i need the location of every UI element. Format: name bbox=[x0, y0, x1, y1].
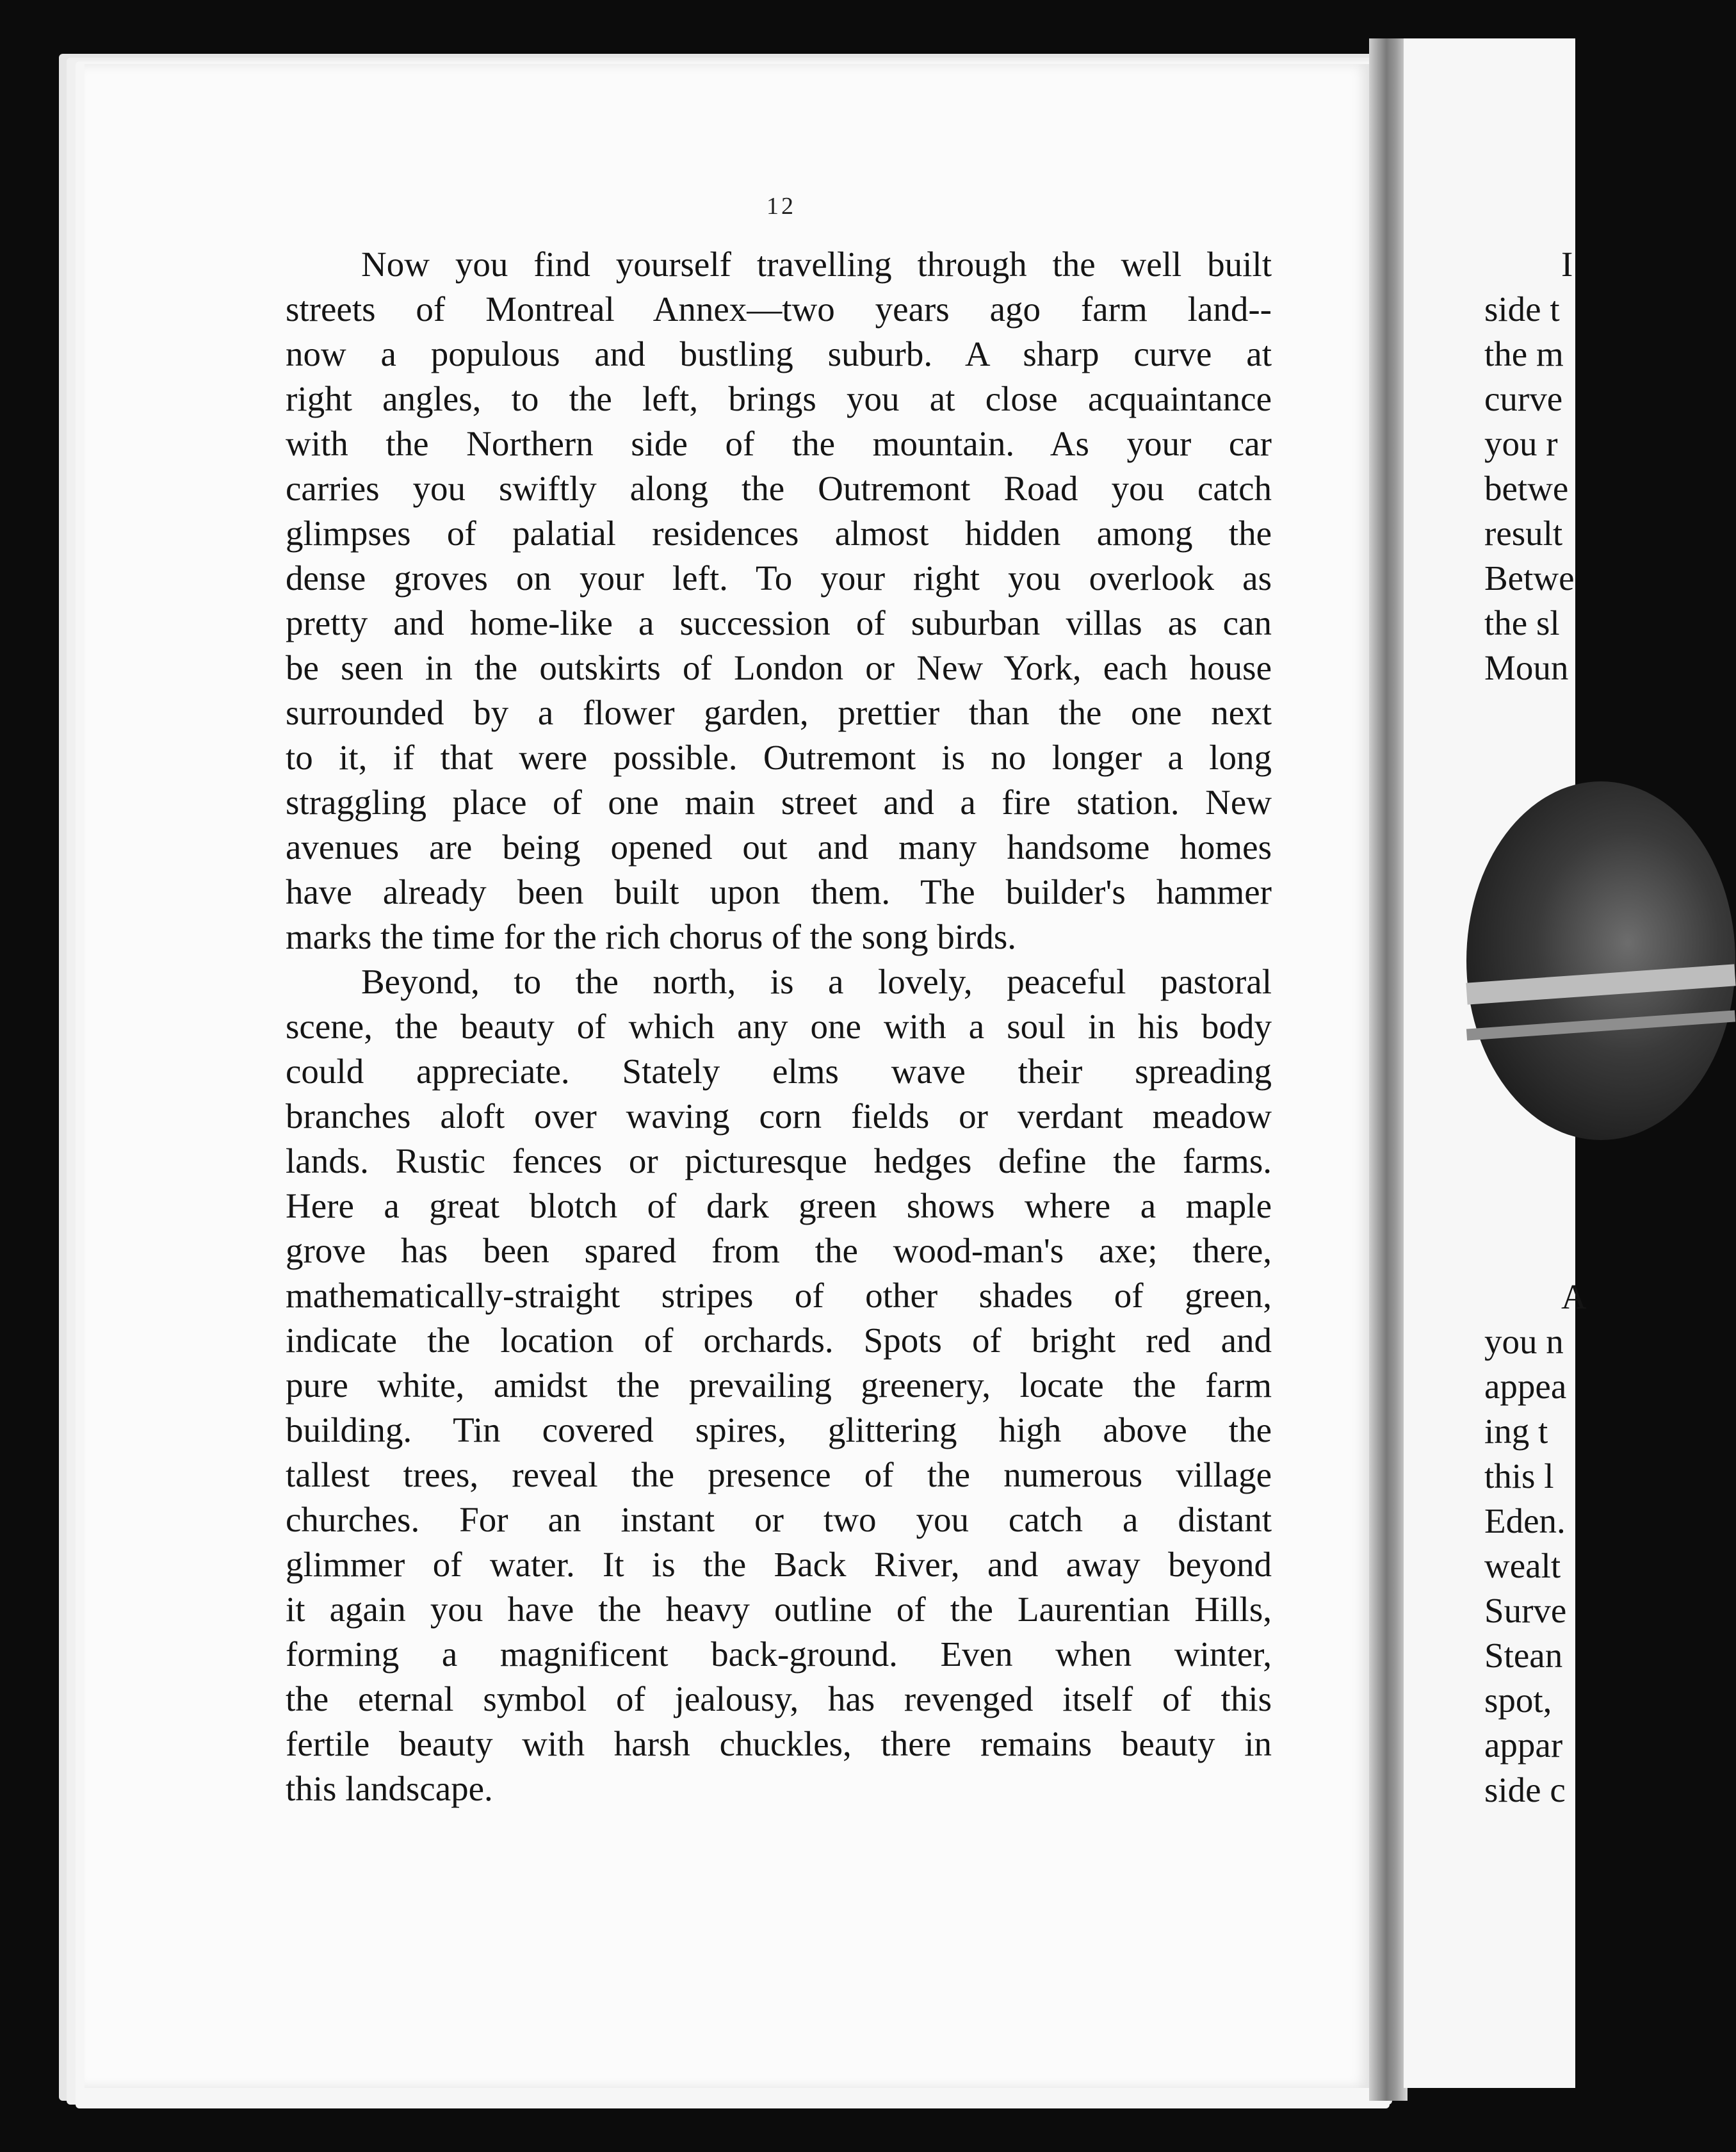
text-line: glimpses of palatial residences almost hidden among the bbox=[286, 514, 1272, 553]
right-page-fragment: you r bbox=[1484, 424, 1558, 463]
text-line: marks the time for the rich chorus of the song birds. bbox=[286, 917, 1016, 956]
text-line: the eternal symbol of jealousy, has revenged itself of this bbox=[286, 1679, 1272, 1718]
text-line: to it, if that were possible. Outremont is no longer a long bbox=[286, 738, 1272, 777]
text-line: now a populous and bustling suburb. A sharp curve at bbox=[286, 334, 1272, 373]
right-page-fragment: result bbox=[1484, 514, 1563, 553]
text-line: avenues are being opened out and many handsome homes bbox=[286, 827, 1272, 867]
right-page-fragment: Betwe bbox=[1484, 558, 1575, 598]
text-line: with the Northern side of the mountain. As your car bbox=[286, 424, 1272, 463]
right-page-fragment: ing t bbox=[1484, 1412, 1548, 1451]
text-line: forming a magnificent back-ground. Even when winter, bbox=[286, 1634, 1272, 1674]
text-line: this landscape. bbox=[286, 1769, 493, 1808]
text-line: carries you swiftly along the Outremont Road you catch bbox=[286, 469, 1272, 508]
right-page-fragment: A bbox=[1561, 1277, 1587, 1316]
text-line: tallest trees, reveal the presence of the numerous village bbox=[286, 1455, 1272, 1494]
text-line: grove has been spared from the wood-man's axe; there, bbox=[286, 1231, 1272, 1270]
text-line: churches. For an instant or two you catch a distant bbox=[286, 1500, 1272, 1539]
right-page-fragment: you n bbox=[1484, 1322, 1564, 1361]
right-page-fragment: side t bbox=[1484, 289, 1560, 329]
text-line: mathematically-straight stripes of other shades of green, bbox=[286, 1276, 1272, 1315]
text-line: branches aloft over waving corn fields or verdant meadow bbox=[286, 1096, 1272, 1136]
right-page-fragment: the m bbox=[1484, 334, 1564, 373]
text-line: be seen in the outskirts of London or New York, each house bbox=[286, 648, 1272, 687]
text-line: Now you find yourself travelling through the well built bbox=[361, 245, 1272, 284]
right-page-fragment: Surve bbox=[1484, 1591, 1567, 1630]
text-line: right angles, to the left, brings you at close acquaintance bbox=[286, 379, 1272, 418]
right-page-photograph bbox=[1466, 781, 1735, 1140]
photo-detail bbox=[1466, 1010, 1735, 1040]
text-line: Beyond, to the north, is a lovely, peaceful pastoral bbox=[361, 962, 1272, 1001]
right-page-fragment: spot, bbox=[1484, 1681, 1552, 1720]
text-line: it again you have the heavy outline of the Laurentian Hills, bbox=[286, 1590, 1272, 1629]
text-line: scene, the beauty of which any one with a soul in his body bbox=[286, 1007, 1272, 1046]
right-page-fragment: appea bbox=[1484, 1367, 1567, 1406]
right-page-fragment: the sl bbox=[1484, 603, 1560, 642]
right-page-text-top bbox=[1484, 242, 1575, 690]
text-line: have already been built upon them. The builder's hammer bbox=[286, 872, 1272, 911]
text-line: dense groves on your left. To your right you overlook as bbox=[286, 558, 1272, 598]
text-line: glimmer of water. It is the Back River, and away beyond bbox=[286, 1545, 1272, 1584]
page-number: 12 bbox=[767, 193, 796, 220]
right-page-fragment: I bbox=[1561, 245, 1573, 284]
right-page-fragment: Eden. bbox=[1484, 1501, 1566, 1540]
text-line: streets of Montreal Annex—two years ago farm land-- bbox=[286, 289, 1272, 329]
right-page-fragment: this l bbox=[1484, 1456, 1554, 1496]
text-line: Here a great blotch of dark green shows where a maple bbox=[286, 1186, 1272, 1225]
right-page-fragment: appar bbox=[1484, 1725, 1563, 1765]
right-page-fragment: curve bbox=[1484, 379, 1563, 418]
right-page-fragment: wealt bbox=[1484, 1546, 1561, 1585]
text-line: pretty and home-like a succession of suburban villas as can bbox=[286, 603, 1272, 642]
right-page-fragment: Stean bbox=[1484, 1636, 1563, 1675]
text-line: fertile beauty with harsh chuckles, there remains beauty in bbox=[286, 1724, 1272, 1763]
right-page-fragment: Moun bbox=[1484, 648, 1569, 687]
photo-detail bbox=[1466, 964, 1735, 1004]
body-text bbox=[286, 242, 1272, 1811]
right-page-text-bottom bbox=[1484, 1275, 1587, 1813]
text-line: surrounded by a flower garden, prettier than the one next bbox=[286, 693, 1272, 732]
text-line: building. Tin covered spires, glittering high above the bbox=[286, 1410, 1272, 1449]
text-line: straggling place of one main street and a fire station. New bbox=[286, 783, 1272, 822]
text-line: lands. Rustic fences or picturesque hedges define the farms. bbox=[286, 1141, 1272, 1180]
right-page-fragment: side c bbox=[1484, 1770, 1566, 1809]
book-gutter bbox=[1369, 38, 1407, 2101]
text-line: pure white, amidst the prevailing greenery, locate the farm bbox=[286, 1365, 1272, 1405]
right-page-fragment: betwe bbox=[1484, 469, 1569, 508]
text-line: could appreciate. Stately elms wave their spreading bbox=[286, 1052, 1272, 1091]
text-line: indicate the location of orchards. Spots of bright red and bbox=[286, 1321, 1272, 1360]
